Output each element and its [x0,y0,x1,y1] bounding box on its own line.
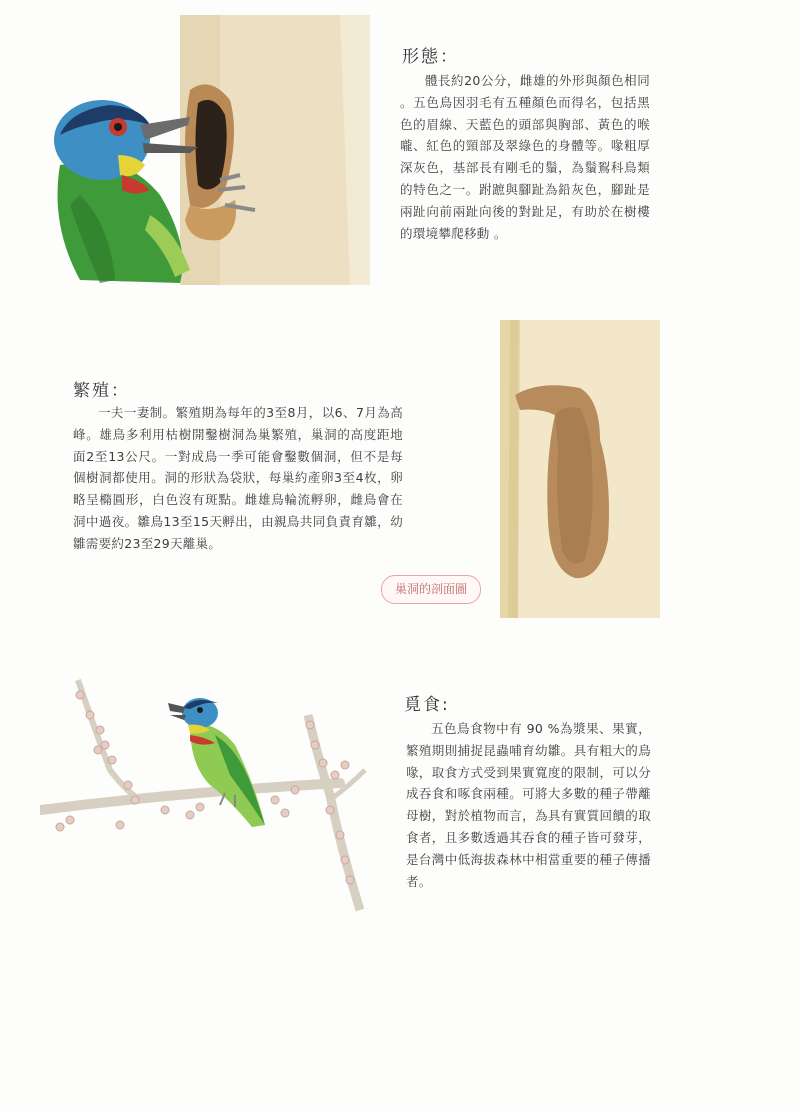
breeding-text: 一夫一妻制。繁殖期為每年的3至8月，以6、7月為高峰。雄鳥多利用枯樹開鑿樹洞為巢繁殖，巢洞的高度距地面2至13公尺。一對成鳥一季可能會鑿數個洞，但不是每個樹洞都使用。洞的形狀為袋狀，每巢約產卵3至4枚，卵略呈橢圓形，白色沒有斑點。雌雄鳥輪流孵卵，雌鳥會在洞中過夜。雛鳥13至15天孵出，由親鳥共同負責育雛，幼雛需要約23至29天離巢。 [73,405,403,551]
morphology-title: 形態： [402,47,459,67]
nest-cross-section-illustration [500,320,660,618]
morphology-text: 體長約20公分，雌雄的外形與顏色相同 。五色鳥因羽毛有五種顏色而得名，包括黑色的眉線、天藍色的頭部與胸部、黃色的喉嚨、紅色的頸部及翠綠色的身體等。喙粗厚深灰色，基部長有剛毛的鬚，為鬚鴷科鳥類的特色之一。跗蹠與腳趾為鉛灰色，腳趾是兩趾向前兩趾向後的對趾足，有助於在樹樓的環境攀爬移動 。 [400,73,650,241]
bird-at-nest-illustration [40,15,375,290]
nest-caption-badge: 巢洞的剖面圖 [381,575,481,604]
breeding-title: 繁殖： [73,381,130,401]
foraging-title: 覓食: [404,695,450,715]
foraging-text: 五色鳥食物中有 90 %為漿果、果實，繁殖期則捕捉昆蟲哺育幼雛。具有粗大的鳥喙，取食方式受到果實寬度的限制，可以分成吞食和啄食兩種。可將大多數的種子帶離母樹，對於植物而言，為具有實質回饋的取食者，且多數透過其吞食的種子皆可發芽，是台灣中低海拔森林中相當重要的種子傳播者。 [406,721,651,889]
bird-on-branch-illustration [40,675,385,915]
